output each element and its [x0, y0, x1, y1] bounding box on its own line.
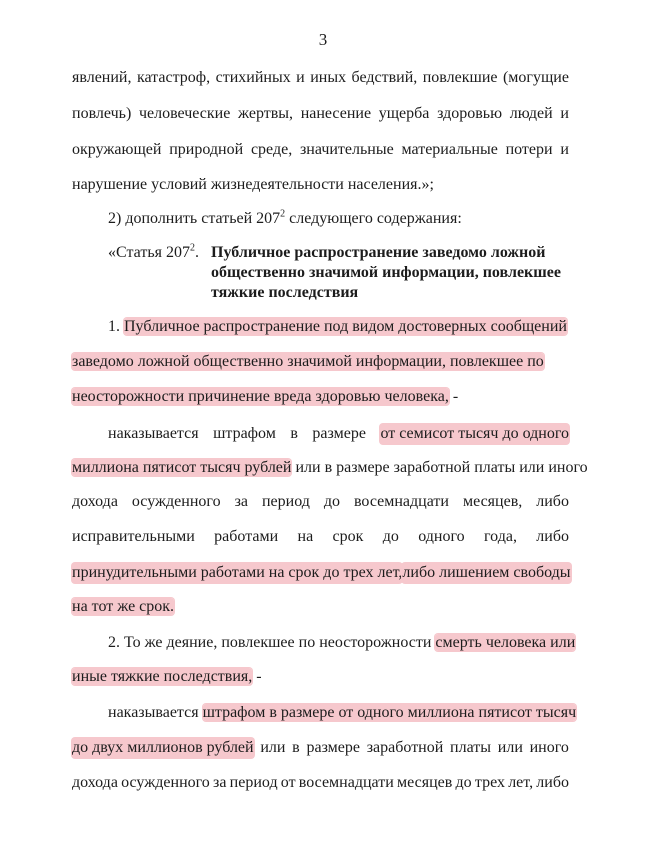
word: стихийных: [215, 69, 291, 86]
text-line: [108, 424, 569, 444]
dash: -: [448, 388, 459, 405]
amendment-text: 2) дополнить статьей 207: [108, 210, 281, 227]
word: в: [292, 739, 300, 756]
text-line: [72, 738, 569, 758]
word: до: [323, 493, 340, 510]
word: людей: [509, 105, 553, 122]
word: либо: [536, 774, 569, 791]
word: (могущие: [502, 69, 569, 86]
word: среде,: [250, 141, 293, 158]
word: одного: [418, 528, 465, 545]
word: восемнадцати: [298, 774, 394, 791]
word: года,: [484, 528, 517, 545]
text-line: [72, 527, 569, 547]
text-line: [72, 563, 569, 583]
word: восемнадцати: [353, 493, 449, 510]
dash: -: [252, 668, 262, 685]
word: повлекшие: [422, 69, 498, 86]
word: срок: [332, 528, 364, 545]
word: наказывается: [108, 425, 199, 442]
text-line: [108, 317, 569, 337]
word: осужденного: [131, 493, 221, 510]
highlight: либо лишением свободы: [402, 564, 571, 581]
article-title: [211, 243, 561, 303]
text-line: [72, 492, 569, 512]
highlight: принудительными работами на срок до трех лет,: [72, 564, 403, 581]
word: жертвы,: [238, 105, 294, 122]
text-line: [72, 140, 569, 160]
highlight: миллиона пятисот тысяч рублей: [72, 459, 292, 476]
article-label-tail: .: [194, 244, 199, 261]
word: катастроф,: [136, 69, 211, 86]
word: дохода: [72, 493, 118, 510]
word: осужденного: [121, 774, 210, 791]
text-line: [72, 352, 569, 372]
word: нанесение: [300, 105, 372, 122]
article-label: [108, 243, 199, 263]
word: за: [234, 493, 248, 510]
word: человеческие: [138, 105, 231, 122]
word: бедствий,: [351, 69, 418, 86]
highlight: на тот же срок.: [72, 598, 175, 615]
word: окружающей: [72, 141, 162, 158]
word: и: [560, 105, 569, 122]
word: штрафом: [213, 425, 276, 442]
word: иных: [310, 69, 347, 86]
word: или: [260, 739, 286, 756]
text-line: нарушение условий жизнедеятельности населения.»;: [72, 176, 434, 193]
word: здоровью: [437, 105, 503, 122]
word: природной: [169, 141, 244, 158]
word: иного: [529, 739, 569, 756]
word: размере: [306, 739, 360, 756]
word: либо: [536, 493, 569, 510]
word: до: [455, 774, 472, 791]
word: дохода: [72, 774, 118, 791]
text-line: [72, 597, 569, 617]
word: и: [296, 69, 305, 86]
word: период: [229, 774, 278, 791]
word: трех: [474, 774, 505, 791]
word: значительные: [299, 141, 394, 158]
word: материальные: [401, 141, 498, 158]
article-title-line: Публичное распространение заведомо ложной: [211, 244, 546, 261]
word: месяцев: [397, 774, 453, 791]
word: размере: [312, 425, 366, 442]
word: за: [213, 774, 227, 791]
superscript: 2: [280, 208, 286, 220]
text-line: [72, 773, 569, 793]
word: исправительными: [72, 528, 195, 545]
article-title-line: тяжкие последствия: [211, 284, 359, 301]
amendment-text-tail: следующего содержания:: [285, 210, 462, 227]
word: заработной: [366, 739, 444, 756]
word: потери: [505, 141, 553, 158]
text-line: [72, 458, 588, 478]
highlight: иные тяжкие последствия,: [72, 668, 253, 685]
word: работами: [214, 528, 279, 545]
highlight: заведомо ложной общественно значимой информации, повлекшее по: [72, 353, 544, 370]
article-title-line: общественно значимой информации, повлекшее: [211, 264, 561, 281]
text-line: [72, 104, 569, 124]
text-line: [72, 667, 569, 687]
text-line: [72, 68, 569, 88]
word: повлечь): [72, 105, 132, 122]
highlight: смерть человека или: [435, 634, 576, 651]
word: явлений,: [72, 69, 132, 86]
text-line: [108, 633, 576, 653]
text-line: [72, 387, 569, 407]
article-label-text: «Статья 207: [108, 244, 190, 261]
clause-number: 1.: [108, 318, 124, 335]
word: месяцев,: [462, 493, 523, 510]
word: платы: [450, 739, 492, 756]
word: в: [290, 425, 298, 442]
superscript: 2: [189, 242, 195, 254]
text-line: [108, 703, 577, 723]
word: до: [382, 528, 399, 545]
highlight: Публичное распространение под видом достоверных сообщений: [124, 318, 567, 335]
word: ущерба: [378, 105, 430, 122]
word: либо: [536, 528, 569, 545]
highlight: от семисот тысяч до одного: [380, 425, 569, 442]
text: или в размере заработной платы или иного: [291, 459, 588, 476]
highlight: неосторожности причинение вреда здоровью человека,: [72, 388, 449, 405]
word: и: [560, 141, 569, 158]
highlight: до двух миллионов рублей: [72, 739, 254, 756]
amendment-line: [108, 209, 605, 229]
word: от: [280, 774, 296, 791]
word: лет,: [508, 774, 534, 791]
word: период: [261, 493, 310, 510]
word: на: [297, 528, 314, 545]
text: наказывается: [108, 704, 203, 721]
highlight: штрафом в размере от одного миллиона пятисот тысяч: [202, 704, 577, 721]
page-number: 3: [318, 30, 328, 49]
text: 2. То же деяние, повлекшее по неосторожности: [108, 634, 436, 651]
word: или: [497, 739, 523, 756]
